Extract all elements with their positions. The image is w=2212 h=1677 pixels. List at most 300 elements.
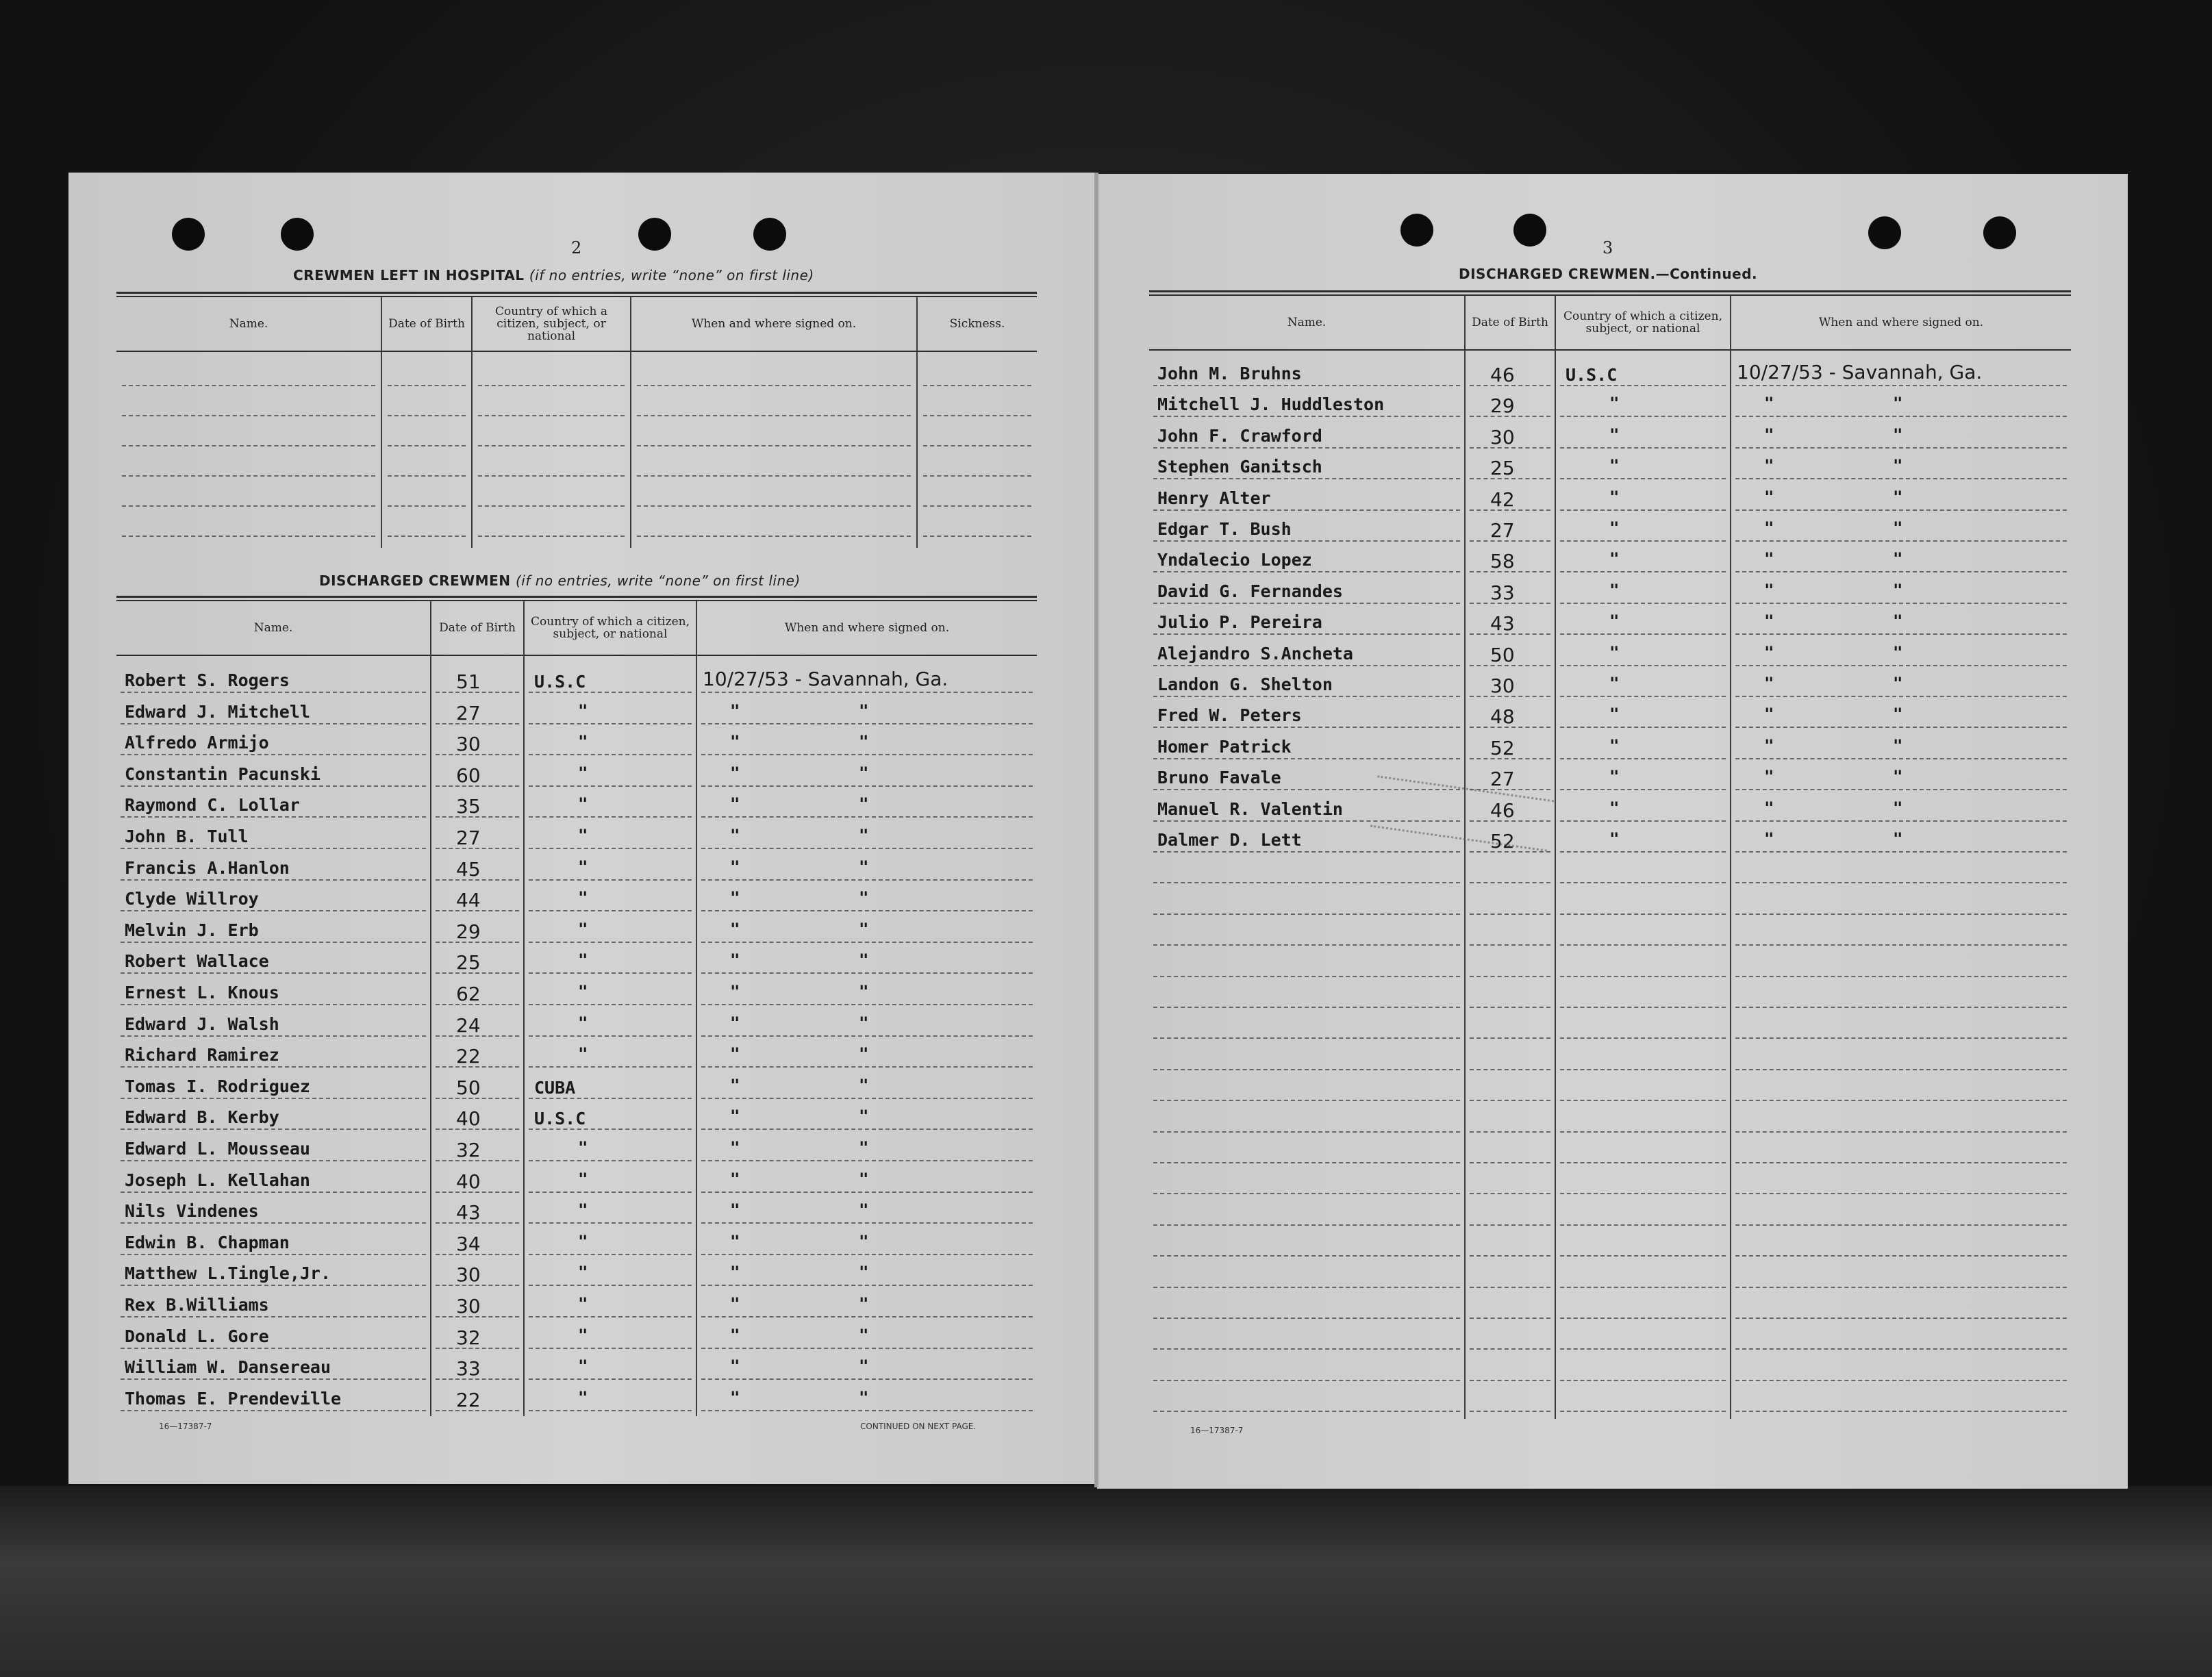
crew-name: Edward J. Walsh [125, 1013, 279, 1034]
crew-name: Raymond C. Lollar [125, 795, 300, 816]
row-line [529, 1378, 692, 1380]
row-line [701, 1316, 1033, 1317]
punch-hole [638, 218, 671, 251]
row-line [1735, 976, 2067, 977]
crew-name: Dalmer D. Lett [1157, 830, 1302, 850]
row-line [529, 910, 692, 911]
row-line [701, 1004, 1033, 1005]
ditto-mark: " [859, 1013, 869, 1033]
row-line [1735, 1007, 2067, 1008]
crew-name: Fred W. Peters [1157, 705, 1302, 726]
row-line [121, 1254, 426, 1255]
crew-name: Donald L. Gore [125, 1326, 269, 1346]
row-line [121, 942, 426, 943]
ditto-mark: " [730, 763, 740, 783]
row-line [529, 1410, 692, 1411]
blank-line [637, 445, 911, 446]
blank-line [388, 535, 466, 537]
header-date-of-birth: Date of Birth [439, 621, 516, 635]
ditto-mark: " [859, 857, 869, 877]
row-line [1153, 478, 1460, 479]
row-line [1735, 509, 2067, 511]
row-line [121, 910, 426, 911]
row-line [1560, 696, 1726, 697]
ditto-mark: " [1893, 798, 1903, 818]
row-line [1153, 416, 1460, 417]
row-line [121, 1035, 426, 1037]
crew-date-of-birth: 52 [1490, 830, 1515, 853]
crew-name: Constantin Pacunski [125, 764, 321, 784]
row-line [529, 879, 692, 881]
crew-date-of-birth: 58 [1490, 550, 1515, 573]
crew-name: Nils Vindenes [125, 1201, 259, 1222]
ditto-mark: " [859, 1357, 869, 1376]
row-line [121, 1160, 426, 1161]
crew-name: Henry Alter [1157, 488, 1271, 508]
row-line [1560, 727, 1726, 728]
crew-name: Mitchell J. Huddleston [1157, 394, 1385, 415]
crew-name: Joseph L. Kellahan [125, 1170, 310, 1190]
column-divider [1730, 296, 1731, 1419]
crew-date-of-birth: 25 [456, 951, 481, 974]
row-line [1735, 1069, 2067, 1070]
ditto-mark: " [1764, 674, 1774, 693]
rule [1149, 290, 2071, 292]
column-divider [430, 601, 431, 1416]
row-line [701, 1066, 1033, 1068]
ditto-mark: " [1893, 456, 1903, 476]
ditto-mark: " [859, 1044, 869, 1064]
crew-country: " [578, 950, 588, 970]
row-line [701, 723, 1033, 724]
row-line [1153, 1037, 1460, 1039]
blank-line [923, 475, 1031, 477]
ditto-mark: " [1764, 705, 1774, 724]
row-line [701, 848, 1033, 849]
row-line [1470, 976, 1550, 977]
row-line [529, 723, 692, 724]
crew-name: John B. Tull [125, 827, 249, 846]
page-number: 2 [571, 238, 582, 257]
column-divider [523, 601, 525, 1416]
rule [116, 292, 1037, 294]
crew-name: Robert Wallace [125, 951, 269, 972]
row-line [701, 754, 1033, 755]
crew-date-of-birth: 30 [456, 1263, 481, 1287]
header-signed-on: When and where signed on. [691, 317, 857, 331]
crew-name: Ernest L. Knous [125, 983, 279, 1003]
row-line [1735, 851, 2067, 853]
ditto-mark: " [859, 888, 869, 908]
row-line [1470, 913, 1550, 915]
ditto-mark: " [730, 1200, 740, 1220]
row-line [1153, 1348, 1460, 1350]
blank-line [923, 385, 1031, 386]
row-line [1470, 1069, 1550, 1070]
row-line [701, 879, 1033, 881]
row-line [701, 1254, 1033, 1255]
header-name: Name. [253, 621, 293, 635]
crew-country: " [578, 1013, 588, 1033]
row-line [1735, 789, 2067, 790]
row-line [1153, 976, 1460, 977]
blank-line [478, 505, 625, 507]
ditto-mark: " [1893, 642, 1903, 662]
row-line [1735, 1100, 2067, 1101]
crew-name: Homer Patrick [1157, 736, 1292, 757]
ditto-mark: " [1893, 735, 1903, 755]
blank-line [923, 505, 1031, 507]
row-line [1560, 1037, 1726, 1039]
crew-country: " [1609, 611, 1620, 631]
ditto-mark: " [730, 701, 740, 720]
crew-date-of-birth: 30 [1490, 674, 1515, 697]
crew-date-of-birth: 52 [1490, 736, 1515, 759]
crew-country: " [1609, 580, 1620, 600]
punch-hole [1868, 216, 1901, 249]
ditto-mark: " [1893, 611, 1903, 631]
ditto-mark: " [1764, 487, 1774, 507]
row-line [1735, 1348, 2067, 1350]
row-line [529, 1098, 692, 1099]
crew-date-of-birth: 43 [456, 1201, 481, 1224]
row-line [1153, 882, 1460, 883]
blank-line [637, 475, 911, 477]
ditto-mark: " [859, 794, 869, 814]
row-line [529, 942, 692, 943]
ditto-mark: " [730, 1044, 740, 1064]
blank-line [637, 505, 911, 507]
crew-name: Clyde Willroy [125, 889, 259, 909]
header-sickness: Sickness. [949, 317, 1005, 331]
ditto-mark: " [1893, 580, 1903, 600]
row-line [121, 692, 426, 693]
row-line [1560, 1224, 1726, 1226]
ditto-mark: " [730, 826, 740, 845]
ditto-mark: " [1764, 456, 1774, 476]
crew-country: " [578, 1263, 588, 1283]
ditto-mark: " [730, 1387, 740, 1407]
ditto-mark: " [859, 982, 869, 1001]
ditto-mark: " [1764, 642, 1774, 662]
crew-date-of-birth: 27 [456, 827, 481, 849]
row-line [1560, 1411, 1726, 1412]
row-line [701, 1285, 1033, 1286]
row-line [1735, 603, 2067, 604]
row-line [1735, 571, 2067, 572]
blank-line [637, 535, 911, 537]
crew-country: " [578, 919, 588, 939]
row-line [1560, 1287, 1726, 1288]
ditto-mark: " [730, 1231, 740, 1251]
crew-name: Tomas I. Rodriguez [125, 1076, 310, 1096]
crew-name: Landon G. Shelton [1157, 674, 1333, 694]
row-line [1735, 416, 2067, 417]
ditto-mark: " [859, 1231, 869, 1251]
crew-name: Richard Ramirez [125, 1045, 279, 1066]
row-line [1153, 385, 1460, 386]
row-line [1560, 509, 1726, 511]
row-line [1560, 416, 1726, 417]
row-line [121, 972, 426, 974]
row-line [121, 1128, 426, 1130]
row-line [1153, 696, 1460, 697]
ditto-mark: " [730, 1138, 740, 1157]
crew-date-of-birth: 60 [456, 764, 481, 787]
row-line [1560, 571, 1726, 572]
row-line [1735, 1380, 2067, 1381]
row-line [1470, 1100, 1550, 1101]
row-line [529, 1066, 692, 1068]
row-line [1470, 1131, 1550, 1133]
row-line [1153, 1224, 1460, 1226]
row-line [701, 785, 1033, 787]
crew-date-of-birth: 44 [456, 889, 481, 912]
row-line [529, 1035, 692, 1037]
right-section-title: DISCHARGED CREWMEN.—Continued. [1459, 266, 1758, 282]
ditto-mark: " [859, 1138, 869, 1157]
crew-name: Yndalecio Lopez [1157, 550, 1312, 570]
row-line [1153, 540, 1460, 542]
crew-date-of-birth: 40 [456, 1107, 481, 1131]
row-line [529, 1222, 692, 1224]
row-line [701, 1222, 1033, 1224]
row-line [121, 723, 426, 724]
blank-line [923, 445, 1031, 446]
crew-country: " [1609, 767, 1620, 787]
blank-line [923, 415, 1031, 416]
row-line [1560, 944, 1726, 946]
row-line [529, 1191, 692, 1193]
ditto-mark: " [730, 732, 740, 752]
row-line [1560, 1162, 1726, 1163]
row-line [121, 1410, 426, 1411]
row-line [1735, 1162, 2067, 1163]
row-line [1470, 1380, 1550, 1381]
header-country: Country of which a citizen, subject, or national [495, 305, 607, 343]
row-line [1560, 1317, 1726, 1319]
row-line [1735, 665, 2067, 666]
crew-name: Manuel R. Valentin [1157, 798, 1343, 819]
crew-country: " [1609, 829, 1620, 848]
ditto-mark: " [859, 1169, 869, 1189]
ditto-mark: " [859, 1107, 869, 1126]
row-line [1153, 1069, 1460, 1070]
row-line [1735, 696, 2067, 697]
row-line [701, 1035, 1033, 1037]
crew-name: Edwin B. Chapman [125, 1232, 290, 1252]
row-line [1470, 1287, 1550, 1288]
row-line [1735, 944, 2067, 946]
header-country: Country of which a citizen, subject, or national [1563, 310, 1722, 336]
ditto-mark: " [1764, 580, 1774, 600]
row-line [121, 1222, 426, 1224]
crew-country: " [578, 732, 588, 752]
row-line [1560, 789, 1726, 790]
ditto-mark: " [730, 1013, 740, 1033]
row-line [1560, 385, 1726, 386]
discharged-section-title [319, 572, 801, 589]
crew-name: Edgar T. Bush [1157, 519, 1292, 539]
row-line [529, 1254, 692, 1255]
discharged-title: DISCHARGED CREWMEN [319, 572, 511, 589]
crew-country: " [578, 857, 588, 877]
crew-country: " [578, 1325, 588, 1345]
blank-line [478, 445, 625, 446]
row-line [701, 1128, 1033, 1130]
crew-country: " [578, 982, 588, 1001]
crew-name: Melvin J. Erb [125, 920, 259, 940]
ditto-mark: " [1893, 674, 1903, 693]
crew-date-of-birth: 50 [1490, 643, 1515, 666]
form-number: 16—17387-7 [1190, 1426, 1244, 1435]
row-line [121, 754, 426, 755]
row-line [1560, 478, 1726, 479]
row-line [529, 848, 692, 849]
crew-date-of-birth: 27 [1490, 768, 1515, 791]
ditto-mark: " [1893, 767, 1903, 787]
row-line [701, 942, 1033, 943]
row-line [1735, 540, 2067, 542]
row-line [1560, 882, 1726, 883]
row-line [1153, 603, 1460, 604]
blank-line [388, 385, 466, 386]
discharged-instruction: (if no entries, write “none” on first line) [515, 572, 801, 589]
ditto-mark: " [859, 1387, 869, 1407]
row-line [1153, 758, 1460, 759]
ditto-mark: " [1893, 425, 1903, 444]
ditto-mark: " [730, 1075, 740, 1095]
header-date-of-birth: Date of Birth [1472, 316, 1548, 329]
punch-hole [1513, 214, 1546, 247]
ditto-mark: " [730, 857, 740, 877]
blank-line [388, 505, 466, 507]
crew-country: " [1609, 549, 1620, 569]
ditto-mark: " [730, 982, 740, 1001]
row-line [1470, 1037, 1550, 1039]
ditto-mark: " [859, 701, 869, 720]
row-line [1735, 727, 2067, 728]
crew-date-of-birth: 25 [1490, 457, 1515, 480]
ditto-mark: " [730, 794, 740, 814]
page-fold [1094, 173, 1098, 1487]
row-line [701, 1378, 1033, 1380]
row-line [1153, 1007, 1460, 1008]
row-line [1153, 727, 1460, 728]
ditto-mark: " [1764, 394, 1774, 414]
row-line [121, 1378, 426, 1380]
crew-date-of-birth: 32 [456, 1326, 481, 1349]
blank-line [478, 415, 625, 416]
crew-country: " [1609, 705, 1620, 724]
crew-country: U.S.C [534, 1109, 586, 1129]
crew-country: " [578, 794, 588, 814]
row-line [1735, 758, 2067, 759]
crew-name: Alfredo Armijo [125, 733, 269, 753]
row-line [701, 816, 1033, 818]
crew-date-of-birth: 33 [1490, 581, 1515, 604]
rule [116, 655, 1037, 656]
crew-country: U.S.C [1566, 365, 1618, 385]
hospital-title: CREWMEN LEFT IN HOSPITAL [293, 267, 525, 283]
row-line [121, 1285, 426, 1286]
row-line [121, 1098, 426, 1099]
ditto-mark: " [859, 1075, 869, 1095]
blank-line [122, 385, 375, 386]
row-line [1153, 665, 1460, 666]
crew-country: CUBA [534, 1077, 576, 1098]
row-line [529, 1128, 692, 1130]
punch-hole [172, 218, 205, 251]
row-line [701, 1348, 1033, 1349]
form-number: 16—17387-7 [159, 1422, 212, 1431]
row-line [1560, 1348, 1726, 1350]
row-line [529, 692, 692, 693]
ditto-mark: " [1764, 829, 1774, 848]
crew-date-of-birth: 22 [456, 1388, 481, 1411]
row-line [1560, 1100, 1726, 1101]
row-line [1153, 509, 1460, 511]
blank-line [122, 505, 375, 507]
crew-name: David G. Fernandes [1157, 581, 1343, 601]
hospital-section-title [293, 267, 814, 283]
blank-line [637, 385, 911, 386]
crew-date-of-birth: 45 [456, 857, 481, 881]
blank-line [923, 535, 1031, 537]
row-line [1560, 1255, 1726, 1257]
row-line [1735, 385, 2067, 386]
row-line [1153, 913, 1460, 915]
ditto-mark: " [1893, 518, 1903, 538]
blank-line [478, 535, 625, 537]
row-line [701, 972, 1033, 974]
row-line [1470, 1193, 1550, 1194]
header-signed-on: When and where signed on. [784, 621, 950, 635]
row-line [1560, 447, 1726, 449]
crew-country: " [1609, 798, 1620, 818]
blank-line [388, 475, 466, 477]
crew-name: Francis A.Hanlon [125, 857, 290, 878]
crew-country: " [1609, 487, 1620, 507]
row-line [1153, 1317, 1460, 1319]
crew-date-of-birth: 43 [1490, 612, 1515, 635]
row-line [701, 910, 1033, 911]
rule [1149, 349, 2071, 351]
row-line [1560, 665, 1726, 666]
row-line [1470, 1317, 1550, 1319]
crew-date-of-birth: 29 [1490, 394, 1515, 418]
row-line [121, 848, 426, 849]
scanner-bed [0, 1486, 2212, 1677]
row-line [701, 1160, 1033, 1161]
ditto-mark: " [1893, 394, 1903, 414]
ditto-mark: " [730, 1263, 740, 1283]
row-line [1153, 851, 1460, 853]
crew-country: " [578, 1294, 588, 1313]
crew-name: William W. Dansereau [125, 1357, 331, 1378]
row-line [1470, 1348, 1550, 1350]
row-line [1560, 540, 1726, 542]
row-line [529, 1160, 692, 1161]
punch-hole [1983, 216, 2016, 249]
ditto-mark: " [859, 1294, 869, 1313]
crew-country: " [578, 826, 588, 845]
row-line [1470, 1224, 1550, 1226]
crew-date-of-birth: 30 [456, 1295, 481, 1317]
row-line [529, 754, 692, 755]
crew-date-of-birth: 51 [456, 670, 481, 693]
row-line [1560, 1193, 1726, 1194]
